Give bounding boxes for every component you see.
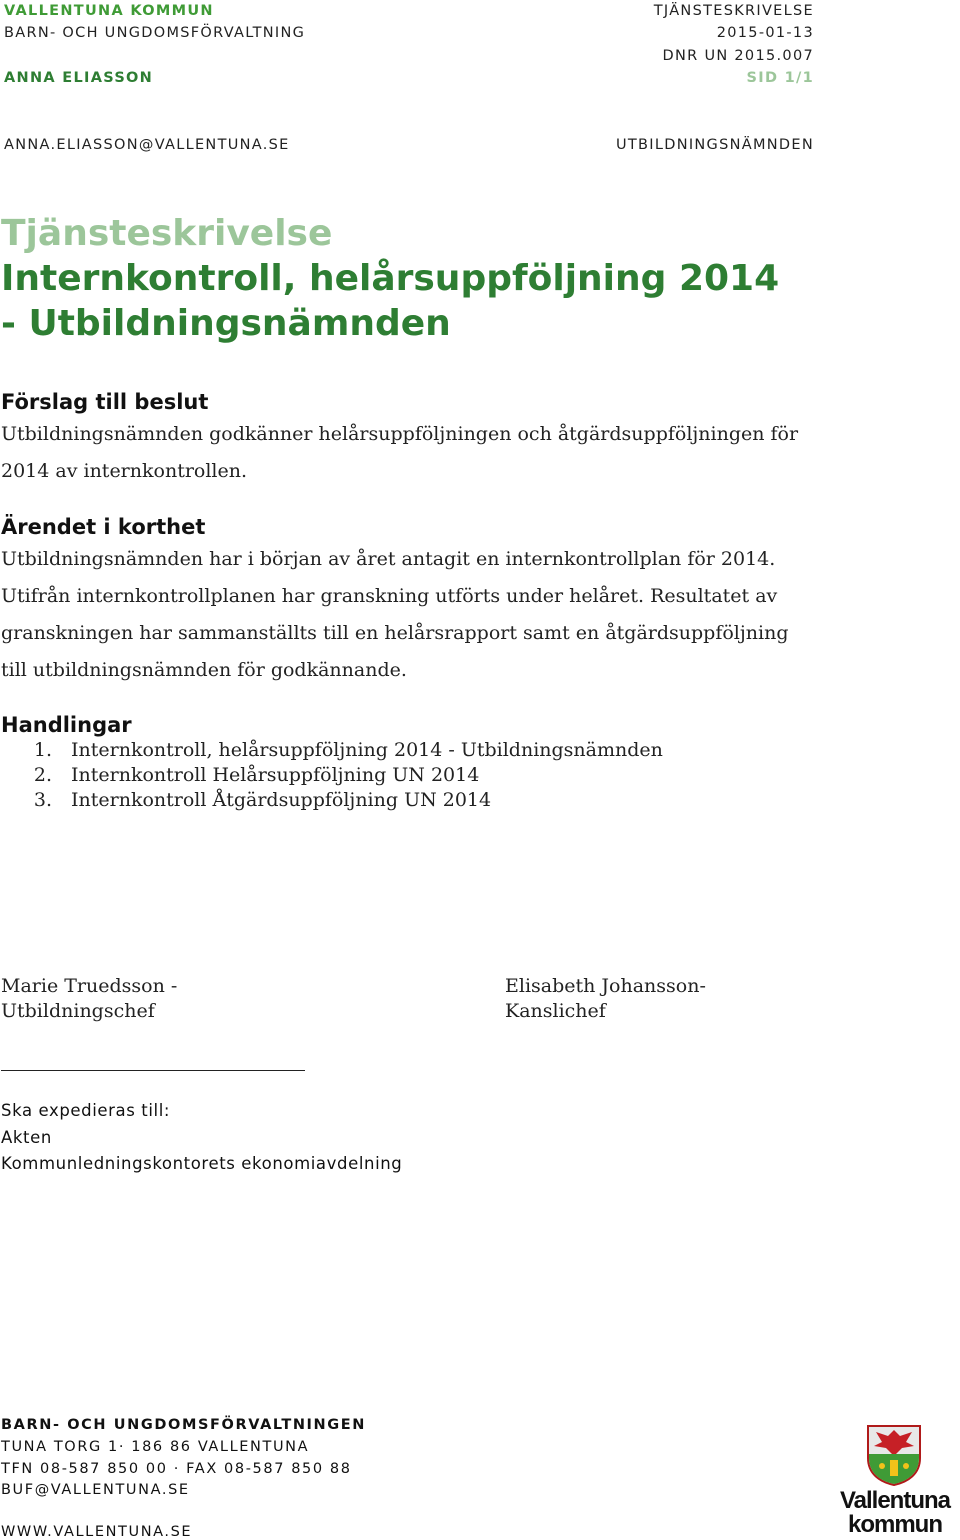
header-department: BARN- OCH UNGDOMSFÖRVALTNING [4,25,306,41]
header-author: ANNA ELIASSON [4,70,154,86]
distribution-label: Ska expedieras till: [1,1101,171,1120]
header-page: SID 1/1 [746,70,814,86]
divider-line [1,1070,305,1071]
title-doc-type: Tjänsteskrivelse [1,213,333,254]
coat-of-arms-icon [866,1424,922,1486]
summary-heading: Ärendet i korthet [1,515,206,539]
list-item: 2. Internkontroll Helårsuppföljning UN 2014 [33,764,480,786]
logo-wordmark: Vallentuna kommun [839,1487,951,1538]
documents-heading: Handlingar [1,713,132,737]
signature-left: Marie Truedsson - Utbildningschef [1,975,178,1022]
proposal-heading: Förslag till beslut [1,390,209,414]
header-recipient: UTBILDNINGSNÄMNDEN [615,137,814,153]
list-item: Akten [1,1127,52,1147]
list-item: 3. Internkontroll Åtgärdsuppföljning UN 2014 [33,789,492,811]
summary-text: Utbildningsnämnden har i början av året antagit en internkontrollplan för 2014. Utifrån internkontrollplanen har granskning utförts under helåret. Resultatet av granskningen har sammanställts till en helårsrapport samt en åtgärdsuppföljning till utbildningsnämnden för godkännande. [1,548,789,681]
list-item: 1. Internkontroll, helårsuppföljning 2014 - Utbildningsnämnden [33,739,663,761]
title-committee: - Utbildningsnämnden [1,303,451,344]
header-doc-type: TJÄNSTESKRIVELSE [653,3,814,19]
header-date: 2015-01-13 [716,25,814,41]
footer-phone: TFN 08-587 850 00 · FAX 08-587 850 88 [1,1461,352,1477]
documents-list [12,738,812,813]
footer-email: BUF@VALLENTUNA.SE [1,1482,190,1498]
proposal-text: Utbildningsnämnden godkänner helårsuppföljningen och åtgärdsuppföljningen för 2014 av internkontrollen. [1,423,799,482]
list-item: Kommunledningskontorets ekonomiavdelning [1,1154,403,1173]
header-email: ANNA.ELIASSON@VALLENTUNA.SE [4,137,290,153]
distribution-block [1,1098,402,1178]
signature-right: Elisabeth Johansson- Kanslichef [505,975,706,1022]
footer-web: WWW.VALLENTUNA.SE [1,1524,193,1540]
footer-address: TUNA TORG 1· 186 86 VALLENTUNA [1,1439,310,1455]
title-subject: Internkontroll, helårsuppföljning 2014 [1,258,780,299]
header-dnr: DNR UN 2015.007 [662,48,814,64]
header-org: VALLENTUNA KOMMUN [4,3,214,19]
footer-org: BARN- OCH UNGDOMSFÖRVALTNINGEN [1,1417,367,1433]
